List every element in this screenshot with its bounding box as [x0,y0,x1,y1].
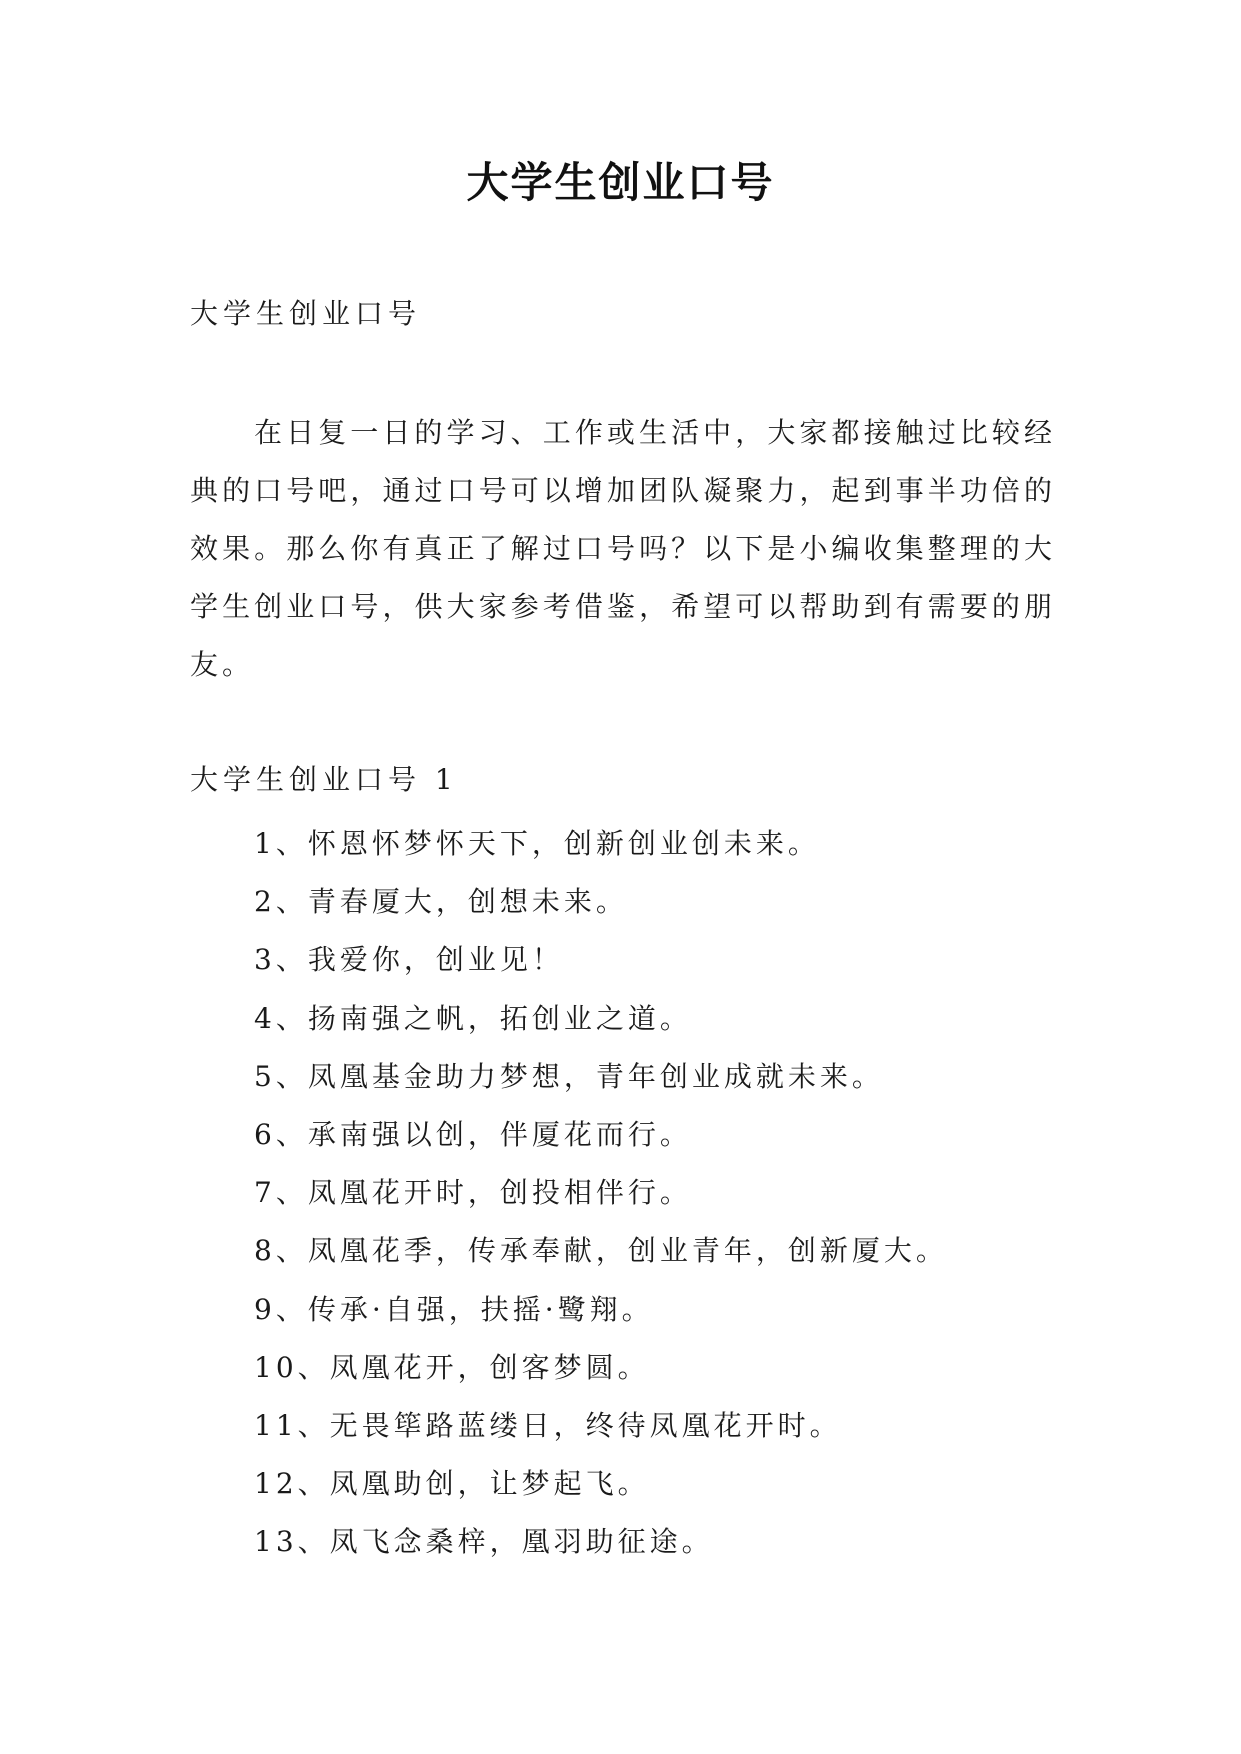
document-subtitle: 大学生创业口号 [190,297,422,330]
slogan-item: 4、扬南强之帆，拓创业之道。 [254,1001,692,1035]
slogan-list [254,815,948,1571]
section-heading: 大学生创业口号 1 [190,763,458,796]
slogan-item: 8、凤凰花季，传承奉献，创业青年，创新厦大。 [254,1234,948,1268]
slogan-item: 6、承南强以创，伴厦花而行。 [254,1117,692,1151]
slogan-item: 7、凤凰花开时，创投相伴行。 [254,1176,692,1210]
slogan-item: 13、凤飞念桑梓，凰羽助征途。 [254,1525,714,1559]
slogan-item: 12、凤凰助创，让梦起飞。 [254,1467,650,1501]
slogan-item: 10、凤凰花开，创客梦圆。 [254,1350,650,1384]
slogan-item: 2、青春厦大，创想未来。 [254,885,628,919]
slogan-item: 11、无畏筚路蓝缕日，终待凤凰花开时。 [254,1408,842,1442]
page-title: 大学生创业口号 [466,158,775,207]
slogan-item: 9、传承·自强，扶摇·鹭翔。 [254,1292,654,1326]
slogan-item: 3、我爱你，创业见！ [254,943,564,977]
intro-paragraph: 在日复一日的学习、工作或生活中，大家都接触过比较经典的口号吧，通过口号可以增加团队凝聚力，起到事半功倍的效果。那么你有真正了解过口号吗？以下是小编收集整理的大学生创业口号，供大家参考借鉴，希望可以帮助到有需要的朋友。 [190,416,1056,681]
slogan-item: 5、凤凰基金助力梦想，青年创业成就未来。 [254,1059,884,1093]
slogan-item: 1、怀恩怀梦怀天下，创新创业创未来。 [254,827,820,860]
